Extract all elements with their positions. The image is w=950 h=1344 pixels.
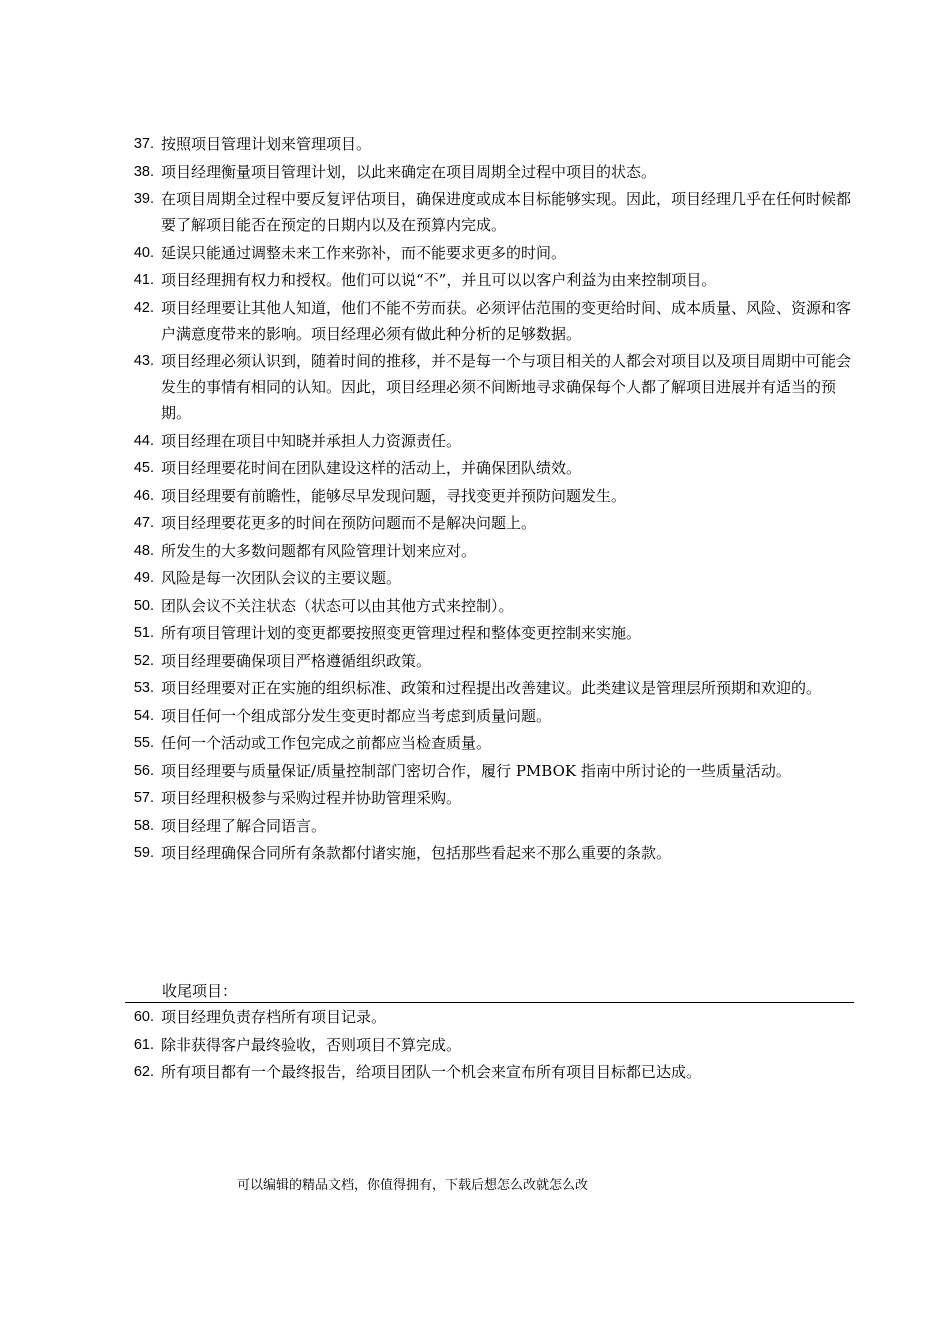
list-item — [120, 538, 860, 564]
list-item-number: 40. — [133, 244, 154, 261]
list-item-text: 项目经理在项目中知晓并承担人力资源责任。 — [161, 431, 462, 450]
footer-note: 可以编辑的精品文档，你值得拥有，下载后想怎么改就怎么改 — [237, 1178, 589, 1193]
list-item-text: 延误只能通过调整未来工作来弥补，而不能要求更多的时间。 — [161, 243, 567, 262]
list-item-number: 52. — [133, 652, 154, 669]
list-item-number: 38. — [133, 163, 154, 180]
list-item — [120, 428, 860, 454]
list-item-text: 项目经理拥有权力和授权。他们可以说“不”，并且可以以客户利益为由来控制项目。 — [161, 271, 717, 289]
list-item-number: 58. — [133, 817, 154, 834]
list-item — [120, 1032, 860, 1058]
list-item-text: 项目经理要对正在实施的组织标准、政策和过程提出改善建议。此类建议是管理层所预期和欢迎的。 — [161, 679, 822, 697]
list-item — [120, 840, 860, 866]
list-item-text: 除非获得客户最终验收，否则项目不算完成。 — [161, 1035, 462, 1054]
list-item-number: 53. — [133, 680, 154, 696]
list-item-text: 项目经理要让其他人知道，他们不能不劳而获。必须评估范围的变更给时间、成本质量、风险、资源和客户满意度带来的影响。项目经理必须有做此种分析的足够数据。 — [161, 298, 852, 343]
list-item-number: 50. — [133, 597, 154, 614]
list-item-text: 项目任何一个组成部分发生变更时都应当考虑到质量问题。 — [161, 706, 552, 725]
list-item-text: 项目经理要确保项目严格遵循组织政策。 — [161, 651, 432, 670]
list-item — [120, 813, 860, 839]
list-item-text: 项目经理必须认识到，随着时间的推移，并不是每一个与项目相关的人都会对项目以及项目周期中可能会发生的事情有相同的认知。因此，项目经理必须不间断地寻求确保每个人都了解项目进展并有适当的预期。 — [161, 352, 852, 422]
list-item-number: 57. — [133, 790, 154, 806]
list-item — [120, 455, 860, 481]
list-item-number: 54. — [133, 707, 154, 724]
list-item — [120, 785, 860, 811]
list-item-number: 62. — [133, 1064, 154, 1080]
list-item — [120, 758, 860, 784]
list-item-number: 61. — [133, 1036, 154, 1053]
list-item — [120, 510, 860, 536]
list-item-text: 项目经理要花更多的时间在预防问题而不是解决问题上。 — [161, 514, 537, 532]
list-item — [120, 186, 860, 238]
list-item-text: 项目经理要有前瞻性，能够尽早发现问题，寻找变更并预防问题发生。 — [161, 486, 627, 505]
list-item-text: 项目经理了解合同语言。 — [161, 816, 327, 835]
list-item-text: 所发生的大多数问题都有风险管理计划来应对。 — [161, 541, 477, 560]
list-item — [120, 1059, 860, 1085]
numbered-list — [120, 131, 860, 868]
list-item-text: 在项目周期全过程中要反复评估项目，确保进度或成本目标能够实现。因此，项目经理几乎在任何时候都要了解项目能否在预定的日期内以及在预算内完成。 — [161, 190, 852, 234]
list-item — [120, 159, 860, 185]
section-heading-closing: 收尾项目： — [162, 982, 238, 1000]
list-item-text: 项目经理要与质量保证/质量控制部门密切合作，履行 PMBOK 指南中所讨论的一些质量活动。 — [161, 761, 791, 780]
list-item-number: 46. — [133, 487, 154, 504]
list-item — [120, 295, 860, 347]
list-item-number: 45. — [133, 460, 154, 476]
list-item-number: 37. — [133, 136, 154, 152]
list-item-text: 风险是每一次团队会议的主要议题。 — [161, 569, 402, 587]
list-item-number: 59. — [133, 845, 154, 861]
list-item — [120, 730, 860, 756]
list-item-text: 按照项目管理计划来管理项目。 — [161, 135, 372, 153]
list-item — [120, 675, 860, 701]
list-item — [120, 240, 860, 266]
list-item — [120, 620, 860, 646]
list-item-text: 项目经理要花时间在团队建设这样的活动上，并确保团队绩效。 — [161, 459, 582, 477]
list-item-number: 47. — [133, 515, 154, 531]
list-item-number: 39. — [133, 191, 154, 207]
list-item-number: 51. — [133, 625, 154, 641]
list-item — [120, 348, 860, 426]
list-item-text: 项目经理确保合同所有条款都付诸实施，包括那些看起来不那么重要的条款。 — [161, 844, 672, 862]
list-item-number: 56. — [133, 762, 154, 779]
list-item — [120, 267, 860, 293]
list-item-number: 55. — [133, 735, 154, 751]
list-item-number: 60. — [133, 1009, 154, 1025]
list-item-text: 所有项目都有一个最终报告，给项目团队一个机会来宣布所有项目目标都已达成。 — [161, 1063, 702, 1081]
list-item-text: 任何一个活动或工作包完成之前都应当检查质量。 — [161, 734, 492, 752]
list-item-text: 项目经理负责存档所有项目记录。 — [161, 1008, 387, 1026]
list-item-text: 项目经理积极参与采购过程并协助管理采购。 — [161, 789, 462, 807]
list-item-number: 42. — [133, 299, 154, 316]
list-item-text: 团队会议不关注状态（状态可以由其他方式来控制）。 — [161, 596, 514, 615]
numbered-list-closing — [120, 1004, 860, 1087]
horizontal-rule — [125, 1002, 854, 1003]
list-item-number: 49. — [133, 570, 154, 586]
list-item — [120, 565, 860, 591]
list-item-number: 48. — [133, 542, 154, 559]
list-item-number: 44. — [133, 432, 154, 449]
list-item — [120, 131, 860, 157]
list-item — [120, 1004, 860, 1030]
list-item-number: 43. — [133, 353, 154, 369]
list-item — [120, 593, 860, 619]
list-item — [120, 483, 860, 509]
list-item-text: 项目经理衡量项目管理计划，以此来确定在项目周期全过程中项目的状态。 — [161, 162, 657, 181]
list-item-number: 41. — [133, 272, 154, 288]
list-item-text: 所有项目管理计划的变更都要按照变更管理过程和整体变更控制来实施。 — [161, 624, 642, 642]
list-item — [120, 703, 860, 729]
list-item — [120, 648, 860, 674]
